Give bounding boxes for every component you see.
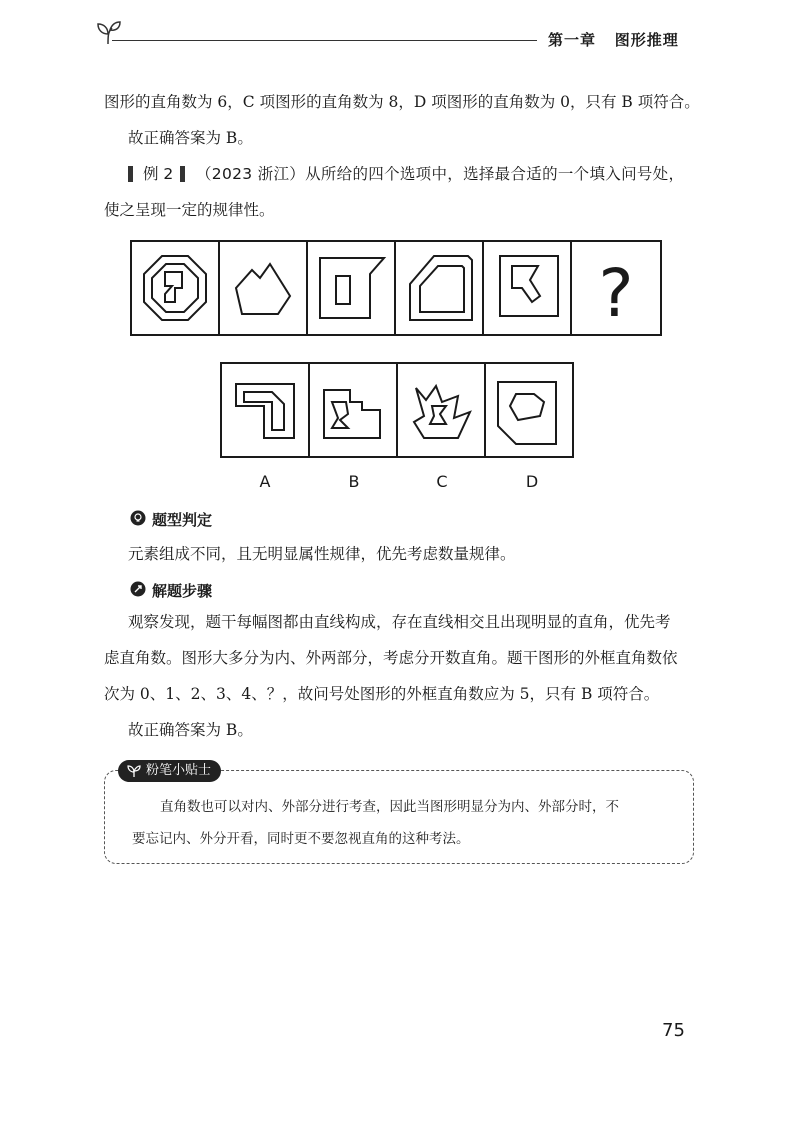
example-question-line-2: 使之呈现一定的规律性。 bbox=[104, 201, 275, 219]
question-mark: ? bbox=[598, 255, 634, 332]
figure-2 bbox=[236, 264, 290, 314]
tip-box bbox=[104, 770, 694, 864]
steps-line-3: 次为 0、1、2、3、4、？，故问号处图形的外框直角数应为 5，只有 B 项符合。 bbox=[104, 685, 660, 703]
chapter-title: 图形推理 bbox=[614, 31, 679, 49]
figure-5 bbox=[500, 256, 558, 316]
tip-label-text: 粉笔小贴士 bbox=[146, 763, 212, 778]
example-bracket-left bbox=[128, 166, 133, 182]
figure-4 bbox=[410, 256, 472, 320]
type-section-text: 元素组成不同，且无明显属性规律，优先考虑数量规律。 bbox=[128, 545, 516, 563]
option-b-figure bbox=[324, 390, 380, 438]
option-a-figure bbox=[236, 384, 294, 438]
intro-answer: 故正确答案为 B。 bbox=[128, 129, 253, 147]
leaf-icon bbox=[126, 764, 142, 778]
tip-line-1: 直角数也可以对内、外部分进行考查，因此当图形明显分为内、外部分时，不 bbox=[160, 799, 619, 815]
question-figures bbox=[130, 240, 662, 336]
type-section-title: 题型判定 bbox=[152, 511, 213, 529]
option-d-figure bbox=[498, 382, 556, 444]
steps-icon bbox=[130, 581, 146, 597]
option-d-label[interactable]: D bbox=[525, 472, 539, 491]
option-c-figure bbox=[414, 386, 470, 438]
chapter-number: 第一章 bbox=[548, 31, 597, 49]
sprout-icon bbox=[94, 18, 122, 46]
tip-line-2: 要忘记内、外分开看，同时更不要忽视直角的这种考法。 bbox=[132, 831, 470, 847]
steps-answer: 故正确答案为 B。 bbox=[128, 721, 253, 739]
steps-section-title: 解题步骤 bbox=[152, 582, 213, 600]
chapter-header bbox=[548, 29, 679, 50]
option-b-label[interactable]: B bbox=[348, 472, 360, 491]
bulb-icon bbox=[130, 510, 146, 526]
option-c-label[interactable]: C bbox=[436, 472, 448, 491]
option-a-label[interactable]: A bbox=[259, 472, 271, 491]
steps-line-1: 观察发现，题干每幅图都由直线构成，存在直线相交且出现明显的直角，优先考 bbox=[128, 613, 671, 631]
example-tag: 例 2 bbox=[143, 165, 174, 183]
intro-line-1: 图形的直角数为 6，C 项图形的直角数为 8，D 项图形的直角数为 0，只有 B 项符合。 bbox=[104, 93, 700, 111]
option-figures bbox=[220, 362, 574, 458]
header-rule bbox=[112, 40, 537, 41]
steps-line-2: 虑直角数。图形大多分为内、外两部分，考虑分开数直角。题干图形的外框直角数依 bbox=[104, 649, 678, 667]
page-number: 75 bbox=[662, 1020, 685, 1041]
example-bracket-right bbox=[180, 166, 185, 182]
figure-1 bbox=[144, 256, 206, 320]
example-question-line-1: （2023 浙江）从所给的四个选项中，选择最合适的一个填入问号处， bbox=[196, 165, 685, 183]
figure-3 bbox=[320, 258, 384, 318]
